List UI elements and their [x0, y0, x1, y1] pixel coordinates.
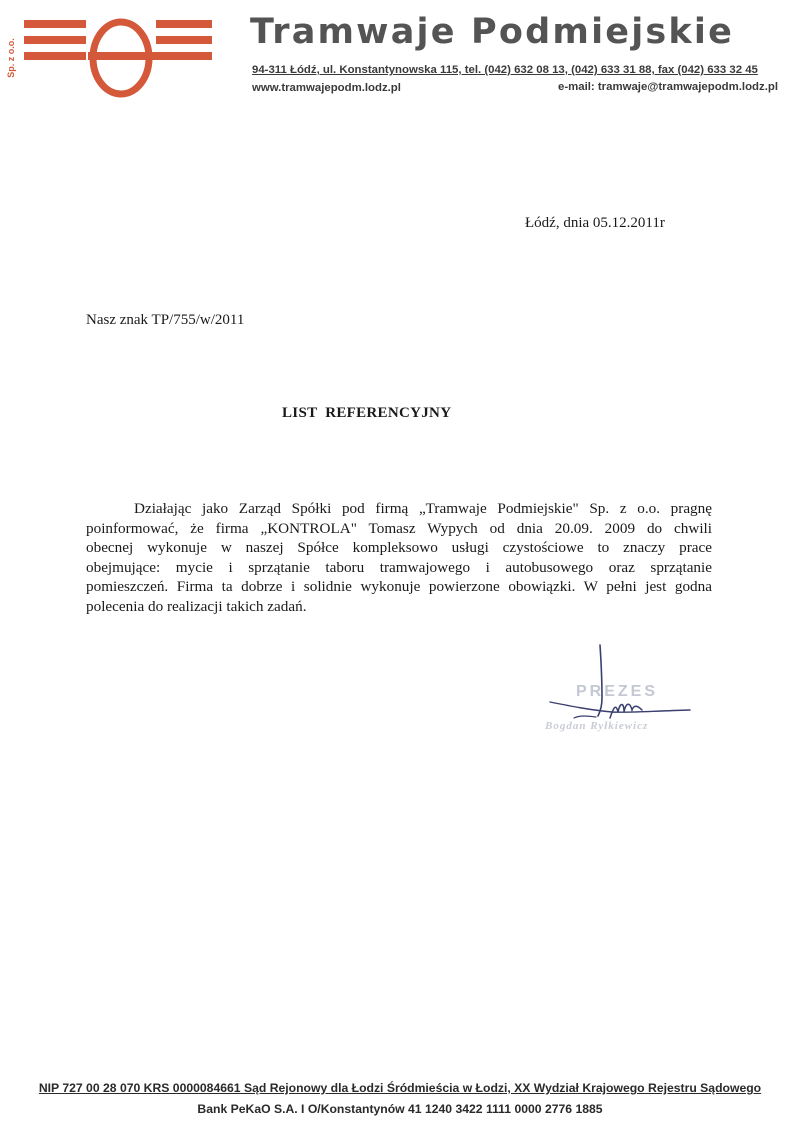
handwritten-signature [540, 640, 700, 740]
letter-reference: Nasz znak TP/755/w/2011 [86, 312, 245, 328]
legal-form-label: Sp. z o.o. [6, 38, 16, 78]
body-line: polecenia do realizacji takich zadań. [86, 597, 307, 615]
letter-body [86, 499, 712, 617]
body-line: Działając jako Zarząd Spółki pod firmą „Tramwaje Podmiejskie" Sp. z o.o. pragnę [134, 500, 712, 517]
document-title: LIST REFERENCYJNY [282, 405, 452, 421]
body-line: poinformować, że firma „KONTROLA" Tomasz Wypych od dnia 20.09. 2009 do chwili [86, 519, 712, 537]
company-name: Tramwaje Podmiejskie [250, 12, 735, 52]
letter-date: Łódź, dnia 05.12.2011r [525, 215, 665, 231]
body-line: pomieszczeń. Firma ta dobrze i solidnie wykonuje powierzone obowiązki. W pełni jest godna [86, 578, 712, 596]
company-address: 94-311 Łódź, ul. Konstantynowska 115, tel. (042) 632 08 13, (042) 633 31 88, fax (042) 633 32 45 [252, 64, 758, 76]
company-email: e-mail: tramwaje@tramwajepodm.lodz.pl [558, 81, 778, 93]
body-line: obecnej wykonuje w naszej Spółce kompleksowo usługi czystościowe to znaczy prace [86, 539, 712, 557]
body-line: obejmujące: mycie i sprzątanie taboru tramwajowego i autobusowego oraz sprzątanie [86, 558, 712, 576]
footer-bank: Bank PeKaO S.A. I O/Konstantynów 41 1240 3422 1111 0000 2776 1885 [197, 1102, 603, 1116]
stamp-name: Bogdan Ryłkiewicz [545, 720, 649, 732]
footer-registry: NIP 727 00 28 070 KRS 0000084661 Sąd Rejonowy dla Łodzi Śródmieścia w Łodzi, XX Wydział Krajowego Rejestru Sądowego [38, 1081, 762, 1095]
tram-logo-icon [6, 10, 218, 100]
stamp-title: PREZES [576, 683, 659, 700]
company-website: www.tramwajepodm.lodz.pl [252, 82, 401, 94]
